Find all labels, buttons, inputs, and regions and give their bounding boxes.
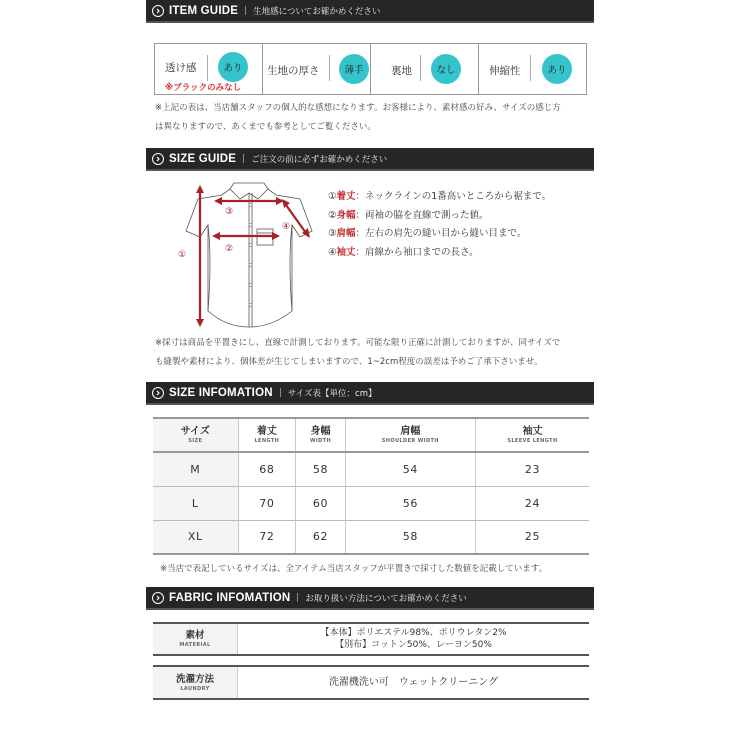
cell-size: L	[153, 486, 238, 520]
section-title: SIZE INFOMATION	[169, 386, 273, 399]
divider	[329, 55, 330, 81]
col-shoulder-width: 肩幅 SHOULDER WIDTH	[345, 418, 475, 452]
explanation-text: ：両袖の脇を直線で測った値。	[355, 209, 489, 221]
table-row	[153, 520, 589, 554]
explanation-width	[328, 207, 551, 226]
fabric-value	[238, 624, 589, 654]
col-length: 着丈 LENGTH	[238, 418, 296, 452]
divider	[297, 593, 298, 602]
key-ja: 洗濯方法	[175, 673, 214, 685]
fabric-row-laundry	[153, 665, 589, 700]
table-row	[153, 452, 589, 486]
divider	[280, 388, 281, 397]
marker-1: ①	[178, 250, 187, 260]
chevron-right-circle-icon	[152, 153, 164, 165]
fabric-row-material	[153, 622, 589, 656]
explanation-text: ：左右の肩先の縫い目から縫い目まで。	[355, 228, 527, 239]
section-title: SIZE GUIDE	[169, 152, 237, 165]
explanation-text: ：ネックラインの1番高いところから裾まで。	[355, 191, 552, 202]
material-line: 【本体】ポリエステル98%、ポリウレタン2%	[320, 628, 507, 638]
divider	[245, 6, 246, 15]
section-title: ITEM GUIDE	[169, 4, 239, 17]
item-guide-header	[146, 0, 594, 23]
section-subtitle: お取り扱い方法についてお確かめください	[305, 593, 467, 604]
marker-2: ②	[225, 244, 234, 254]
fabric-key	[153, 667, 238, 698]
explanation-number: ③	[328, 228, 337, 239]
attribute-label: 透け感	[165, 62, 197, 74]
key-ja: 素材	[185, 630, 205, 641]
size-info-note: ※当店で表記しているサイズは、全アイテム当店スタッフが平置きで採寸した数値を記載しています。	[160, 564, 548, 574]
item-guide-disclaimer	[155, 99, 595, 137]
size-guide-note	[155, 334, 595, 372]
explanation-number: ①	[328, 191, 337, 202]
cell: 58	[345, 520, 475, 554]
col-sleeve-length: 袖丈 SLEEVE LENGTH	[507, 426, 558, 444]
size-info-header	[146, 382, 594, 405]
attribute-badge: あり	[218, 52, 248, 82]
cell-size: M	[153, 452, 238, 486]
size-guide-header	[146, 148, 594, 171]
explanation-sleeve	[328, 244, 551, 263]
cell-size: XL	[153, 520, 238, 554]
cell: 62	[296, 520, 346, 554]
explanation-key: 着丈	[336, 191, 356, 202]
shirt-measurement-diagram	[172, 181, 317, 329]
marker-4: ④	[282, 222, 291, 232]
measurement-explanations	[328, 188, 551, 262]
divider	[530, 55, 531, 81]
attribute-lining	[371, 44, 479, 94]
cell: 68	[238, 452, 296, 486]
attribute-badge: なし	[431, 54, 461, 84]
attribute-note: ※ブラックのみなし	[165, 83, 242, 93]
col-size: サイズ SIZE	[153, 418, 238, 452]
item-guide-box	[154, 43, 587, 95]
section-subtitle: 生地感についてお確かめください	[253, 6, 381, 17]
marker-3: ③	[225, 207, 234, 217]
cell: 56	[345, 486, 475, 520]
key-en: MATERIAL	[179, 642, 211, 648]
explanation-number: ②	[328, 209, 337, 221]
cell: 24	[524, 496, 541, 510]
fabric-value: 洗濯機洗い可 ウェットクリーニング	[328, 676, 499, 688]
divider	[420, 55, 421, 81]
attribute-label: 裏地	[391, 65, 412, 77]
disclaimer-line: は異なりますので、あくまでも参考としてご覧ください。	[155, 122, 376, 132]
material-line: 【別布】コットン50%、レーヨン50%	[335, 640, 492, 650]
explanation-key: 身幅	[336, 209, 356, 221]
attribute-badge: あり	[542, 54, 572, 84]
attribute-label: 伸縮性	[489, 65, 521, 77]
cell: 70	[238, 486, 296, 520]
attribute-badge: 薄手	[339, 54, 369, 84]
cell: 72	[238, 520, 296, 554]
size-table	[153, 417, 589, 555]
attribute-stretch	[479, 44, 586, 94]
key-en: LAUNDRY	[180, 685, 210, 692]
explanation-key: 袖丈	[336, 246, 356, 258]
note-line: ※採寸は商品を平置きにし、直線で計測しております。可能な限り正確に計測しておりますが、同サイズで	[155, 338, 561, 348]
section-subtitle: サイズ表【単位：cm】	[287, 388, 377, 399]
explanation-length	[328, 188, 551, 207]
explanation-shoulder	[328, 225, 551, 244]
attribute-label: 生地の厚さ	[267, 65, 320, 77]
cell: 54	[345, 452, 475, 486]
explanation-number: ④	[328, 246, 337, 258]
note-line: も縫製や素材により、個体差が生じてしまいますので、1~2cm程度の誤差は予めご了承下さいませ。	[155, 357, 543, 367]
table-row	[153, 486, 589, 520]
section-title: FABRIC INFOMATION	[169, 591, 291, 604]
chevron-right-circle-icon	[152, 387, 164, 399]
cell: 25	[524, 530, 541, 544]
chevron-right-circle-icon	[152, 5, 164, 17]
fabric-info-header	[146, 587, 594, 610]
fabric-key	[153, 624, 238, 654]
section-subtitle: ご注文の前に必ずお確かめください	[251, 154, 388, 165]
disclaimer-line: ※上記の表は、当店舗スタッフの個人的な感想になります。お客様により、素材感の好み、サイズの感じ方	[155, 103, 561, 113]
divider	[207, 55, 208, 81]
attribute-transparency	[155, 44, 263, 94]
col-width: 身幅 WIDTH	[296, 418, 346, 452]
cell: 58	[296, 452, 346, 486]
chevron-right-circle-icon	[152, 592, 164, 604]
cell: 23	[524, 462, 541, 476]
divider	[243, 154, 244, 163]
attribute-thickness	[263, 44, 371, 94]
table-header-row	[153, 418, 589, 452]
shirt-icon	[172, 181, 317, 329]
explanation-text: ：肩線から袖口までの長さ。	[355, 246, 479, 258]
explanation-key: 肩幅	[336, 228, 356, 239]
cell: 60	[296, 486, 346, 520]
